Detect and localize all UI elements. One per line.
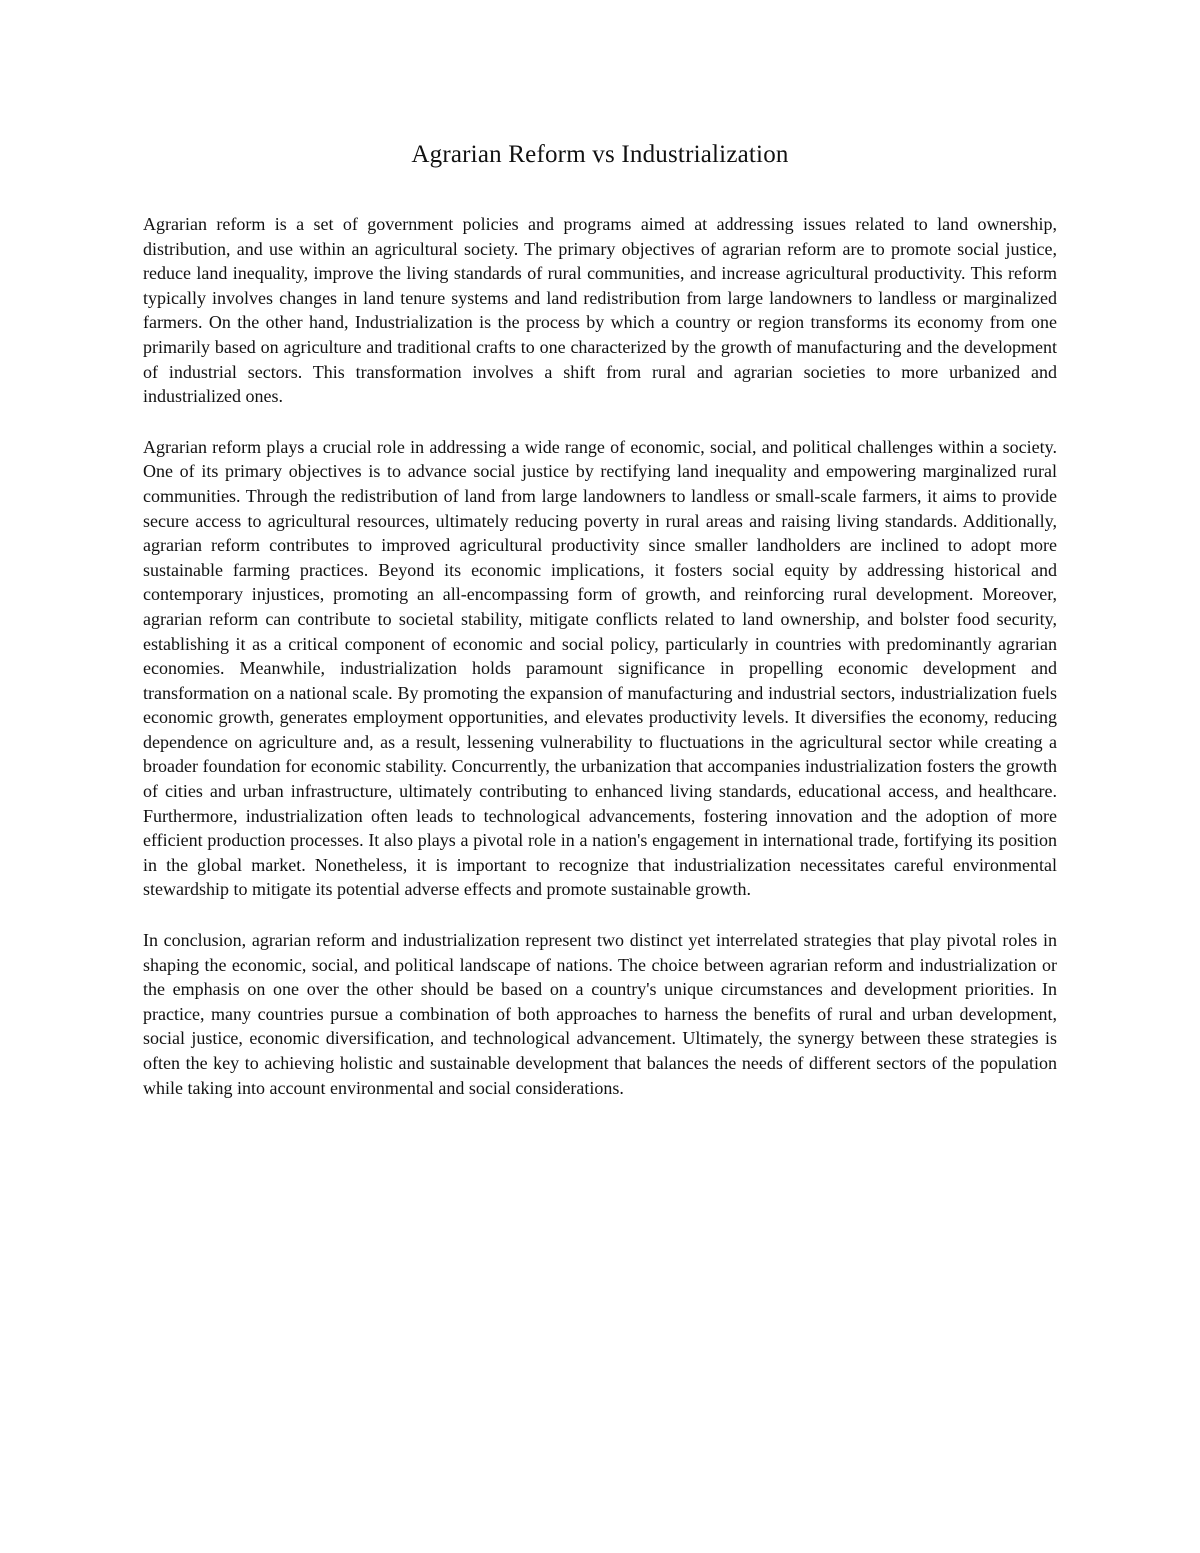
paragraph-introduction: Agrarian reform is a set of government policies and programs aimed at addressing issues related to land ownership, distribution, and use within an agricultural society. The primary objectives of agrarian reform are to promote social justice, reduce land inequality, improve the living standards of rural communities, and increase agricultural productivity. This reform typically involves changes in land tenure systems and land redistribution from large landowners to landless or marginalized farmers. On the other hand, Industrialization is the process by which a country or region transforms its economy from one primarily based on agriculture and traditional crafts to one characterized by the growth of manufacturing and the development of industrial sectors. This transformation involves a shift from rural and agrarian societies to more urbanized and industrialized ones.: [143, 214, 1057, 407]
document-title: Agrarian Reform vs Industrialization: [411, 141, 789, 168]
paragraph-conclusion: In conclusion, agrarian reform and industrialization represent two distinct yet interrelated strategies that play pivotal roles in shaping the economic, social, and political landscape of nations. The choice between agrarian reform and industrialization or the emphasis on one over the other should be based on a country's unique circumstances and development priorities. In practice, many countries pursue a combination of both approaches to harness the benefits of rural and urban development, social justice, economic diversification, and technological advancement. Ultimately, the synergy between these strategies is often the key to achieving holistic and sustainable development that balances the needs of different sectors of the population while taking into account environmental and social considerations.: [143, 930, 1057, 1098]
paragraph-body: Agrarian reform plays a crucial role in addressing a wide range of economic, social, and political challenges within a society. One of its primary objectives is to advance social justice by rectifying land inequality and empowering marginalized rural communities. Through the redistribution of land from large landowners to landless or small-scale farmers, it aims to provide secure access to agricultural resources, ultimately reducing poverty in rural areas and raising living standards. Additionally, agrarian reform contributes to improved agricultural productivity since smaller landholders are inclined to adopt more sustainable farming practices. Beyond its economic implications, it fosters social equity by addressing historical and contemporary injustices, promoting an all-encompassing form of growth, and reinforcing rural development. Moreover, agrarian reform can contribute to societal stability, mitigate conflicts related to land ownership, and bolster food security, establishing it as a critical component of economic and social policy, particularly in countries with predominantly agrarian economies. Meanwhile, industrialization holds paramount significance in propelling economic development and transformation on a national scale. By promoting the expansion of manufacturing and industrial sectors, industrialization fuels economic growth, generates employment opportunities, and elevates productivity levels. It diversifies the economy, reducing dependence on agriculture and, as a result, lessening vulnerability to fluctuations in the agricultural sector while creating a broader foundation for economic stability. Concurrently, the urbanization that accompanies industrialization fosters the growth of cities and urban infrastructure, ultimately contributing to enhanced living standards, educational access, and healthcare. Furthermore, industrialization often leads to technological advancements, fostering innovation and the adoption of more efficient production processes. It also plays a pivotal role in a nation's engagement in international trade, fortifying its position in the global market. Nonetheless, it is important to recognize that industrialization necessitates careful environmental stewardship to mitigate its potential adverse effects and promote sustainable growth.: [143, 436, 1057, 900]
